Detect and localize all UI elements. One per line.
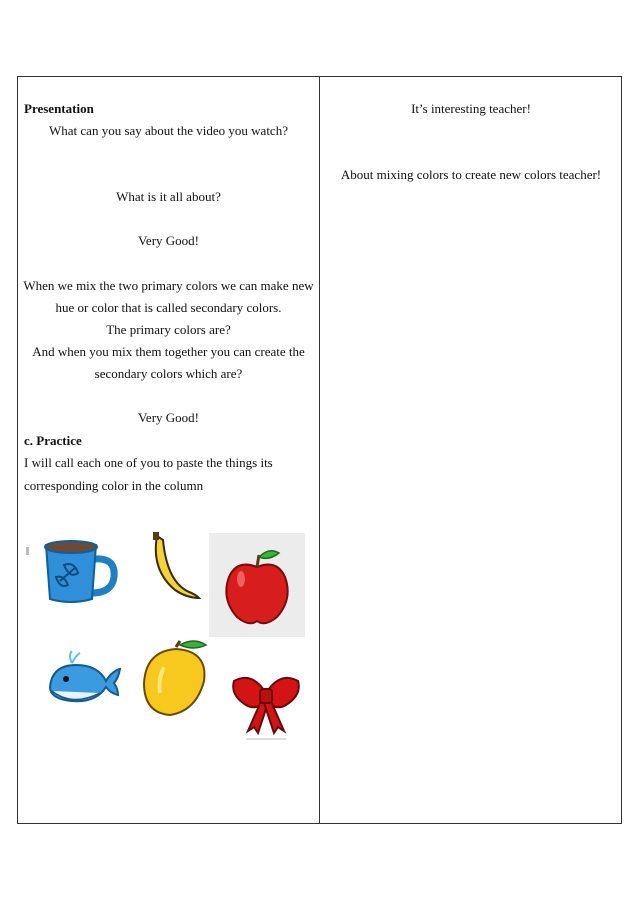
teacher-activity-column	[18, 77, 319, 823]
praise-text: Very Good!	[137, 233, 199, 248]
blue-mug-image	[26, 537, 121, 607]
mix-together-line: secondary colors which are?	[94, 366, 243, 381]
student-answer: It’s interesting teacher!	[411, 101, 531, 116]
mix-text-line: When we mix the two primary colors we can make new	[23, 278, 314, 293]
banana-image	[143, 532, 203, 602]
practice-instruction: corresponding color in the column	[24, 478, 204, 493]
mix-together-line: And when you mix them together you can create the	[32, 344, 305, 359]
praise-text: Very Good!	[137, 410, 199, 425]
student-answer: About mixing colors to create new colors teacher!	[340, 167, 602, 182]
practice-heading: c. Practice	[24, 433, 82, 448]
lesson-table	[17, 76, 622, 824]
practice-instruction: I will call each one of you to paste the things its	[24, 455, 273, 470]
blue-whale-image	[46, 647, 121, 707]
learner-activity-column	[320, 77, 622, 823]
red-bow-image	[230, 669, 302, 741]
mix-text-line: hue or color that is called secondary colors.	[55, 300, 282, 315]
question-video: What can you say about the video you watch?	[49, 123, 288, 138]
mango-image	[140, 637, 212, 722]
red-apple-image	[223, 547, 291, 625]
primary-colors-question: The primary colors are?	[106, 322, 231, 337]
presentation-heading: Presentation	[24, 101, 94, 116]
question-about: What is it all about?	[116, 189, 221, 204]
